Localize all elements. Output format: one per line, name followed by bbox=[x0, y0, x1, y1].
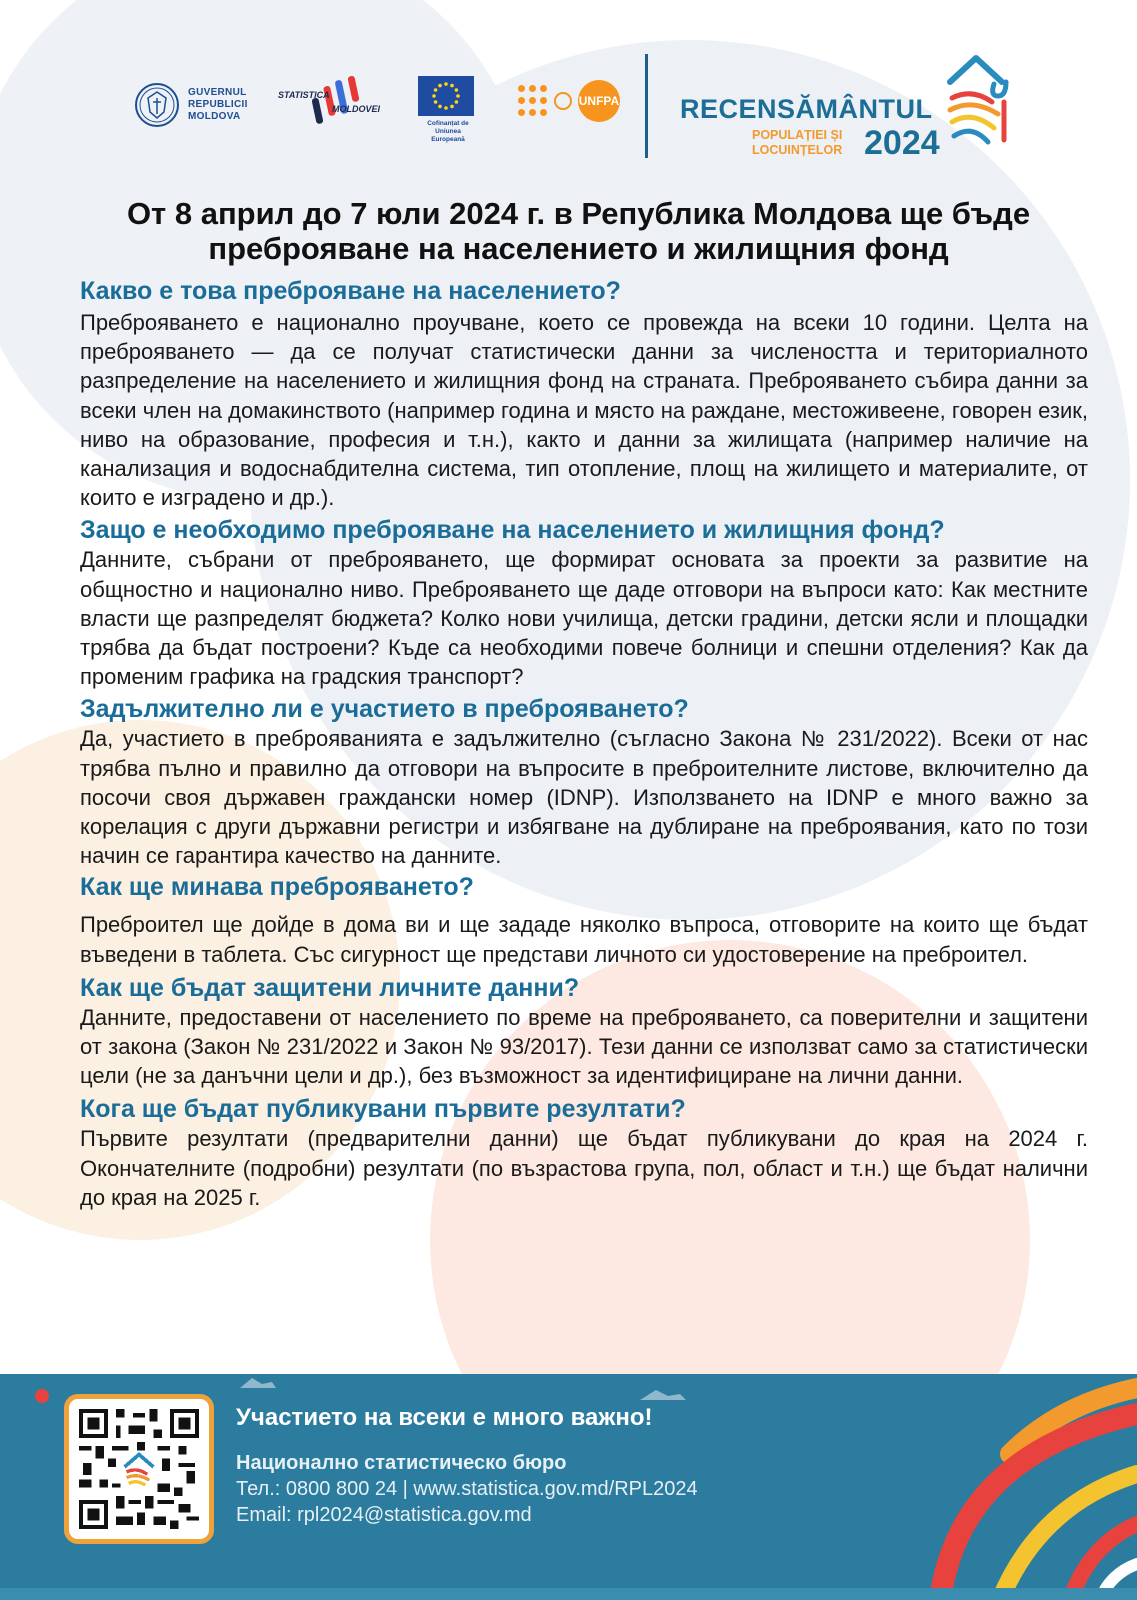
census-title: RECENSĂMÂNTUL bbox=[680, 94, 933, 124]
qr-code-icon bbox=[79, 1409, 199, 1529]
unfpa-label: UNFPA bbox=[578, 80, 620, 122]
section-body: Да, участието в преброяванията е задължително (съгласно Закона № 231/2022). Всеки от нас трябва пълно и правилно да отговори на въпросите в преброителните листове, включително да посочи своя държавен граждански номер (IDNP). Използването на IDNP е много важно за корелация с други държавни регистри и избягване на дублиране на преброявания, като по този начин се гарантира качество на данните. bbox=[80, 726, 1088, 869]
footer-email[interactable]: Email: rpl2024@statistica.gov.md bbox=[236, 1504, 532, 1526]
eu-caption-2: Uniunea Europeană bbox=[431, 128, 465, 143]
section-heading: Защо е необходимо преброяване на населението и жилищния фонд? bbox=[80, 516, 945, 545]
main-content bbox=[80, 276, 1088, 1212]
page-title: От 8 април до 7 юли 2024 г. в Република Молдова ще бъде преброяване на населението и жилищния фонд bbox=[126, 196, 1031, 266]
section-mandatory bbox=[80, 694, 1088, 870]
section-body: Данните, предоставени от населението по време на преброяването, са поверителни и защитени от закона (Закон № 231/2022 и Закон № 93/2017). Тези данни се използват само за статистически цели (не за данъчни цели и др.), без възможност за идентифициране на лични данни. bbox=[80, 1004, 1088, 1089]
footer-stripe bbox=[0, 1588, 1137, 1600]
section-body: Първите резултати (предварителни данни) ще бъдат публикувани до края на 2024 г. Окончателните (подробни) резултати (по възрастова група, пол, област и т.н.) ще бъдат налични до края на 2025 г. bbox=[80, 1126, 1088, 1210]
census-year: 2024 bbox=[864, 124, 940, 162]
section-heading: Какво е това преброяване на населението? bbox=[80, 277, 621, 305]
footer-organization: Национално статистическо бюро bbox=[236, 1452, 567, 1474]
header-logos bbox=[0, 0, 1137, 185]
gov-line-2: REPUBLICII bbox=[188, 99, 248, 110]
section-data-protection bbox=[80, 973, 1088, 1091]
section-body: Данните, събрани от преброяването, ще формират основата за проекти за развитие на общностно и национално ниво. Преброяването ще даде отговори на въпроси като: Как местните власти ще разпределят бюджета? Колко нови училища, детски градини, детски ясли и площадки трябва да бъдат построени? Къде са необходими повече болници и спешни отделения? Как да променим графика на градския транспорт? bbox=[80, 547, 1088, 690]
footer-contact-line[interactable]: Тел.: 0800 800 24 | www.statistica.gov.md/RPL2024 bbox=[236, 1478, 698, 1500]
section-why-census bbox=[80, 515, 1088, 691]
footer-slogan: Участието на всеки е много важно! bbox=[236, 1404, 653, 1431]
section-heading: Как ще минава преброяването? bbox=[80, 873, 474, 902]
qr-code[interactable] bbox=[64, 1394, 214, 1544]
census-sub-1: POPULAȚIEI ȘI bbox=[752, 128, 843, 142]
gov-line-1: GUVERNUL bbox=[188, 87, 247, 98]
moldova-coat-of-arms-icon bbox=[134, 76, 180, 134]
gov-line-3: MOLDOVA bbox=[188, 111, 241, 122]
eu-flag-icon bbox=[418, 76, 474, 116]
census-sub-2: LOCUINȚELOR bbox=[752, 143, 843, 157]
section-heading: Задължително ли е участието в преброяването? bbox=[80, 695, 689, 724]
section-heading: Как ще бъдат защитени личните данни? bbox=[80, 973, 580, 1002]
eu-logo bbox=[418, 76, 478, 144]
statistica-bars-icon bbox=[308, 76, 364, 126]
moldovei-label: MOLDOVEI bbox=[332, 104, 381, 114]
section-body: Преброител ще дойде в дома ви и ще зададе няколко въпроса, отговорите на които ще бъдат въведени в таблета. Със сигурност ще представи личното си удостоверение на преброител. bbox=[80, 912, 1088, 967]
government-logo bbox=[134, 76, 248, 134]
unfpa-dots-icon bbox=[518, 83, 548, 119]
statistica-logo bbox=[278, 76, 388, 132]
section-how-census-works bbox=[80, 872, 1088, 968]
un-emblem-icon bbox=[554, 92, 572, 110]
section-body: Преброяването е национално проучване, което се провежда на всеки 10 години. Целта на преброяването — да се получат статистически данни за числеността и териториалното разпределение на населението и жилищния фонд на страната. Преброяването събира данни за всеки член на домакинството (например година и място на раждане, местоживеене, говорен език, ниво на образование, професия и т.н.), както и данни за жилищата (например наличие на канализация и водоснабдителна система, тип отопление, площ на жилището и материалите, от които е изградено и др.). bbox=[80, 310, 1088, 511]
statistica-label: STATISTICA bbox=[278, 90, 330, 100]
section-heading: Кога ще бъдат публикувани първите резултати? bbox=[80, 1095, 686, 1124]
header-divider bbox=[645, 54, 648, 158]
census-logo bbox=[680, 52, 1020, 162]
section-results bbox=[80, 1094, 1088, 1212]
section-what-is-census bbox=[80, 276, 1088, 512]
eu-caption-1: Cofinanțat de bbox=[427, 120, 469, 127]
unfpa-logo bbox=[518, 80, 620, 122]
footer bbox=[0, 1374, 1137, 1600]
census-house-icon bbox=[942, 52, 1022, 156]
